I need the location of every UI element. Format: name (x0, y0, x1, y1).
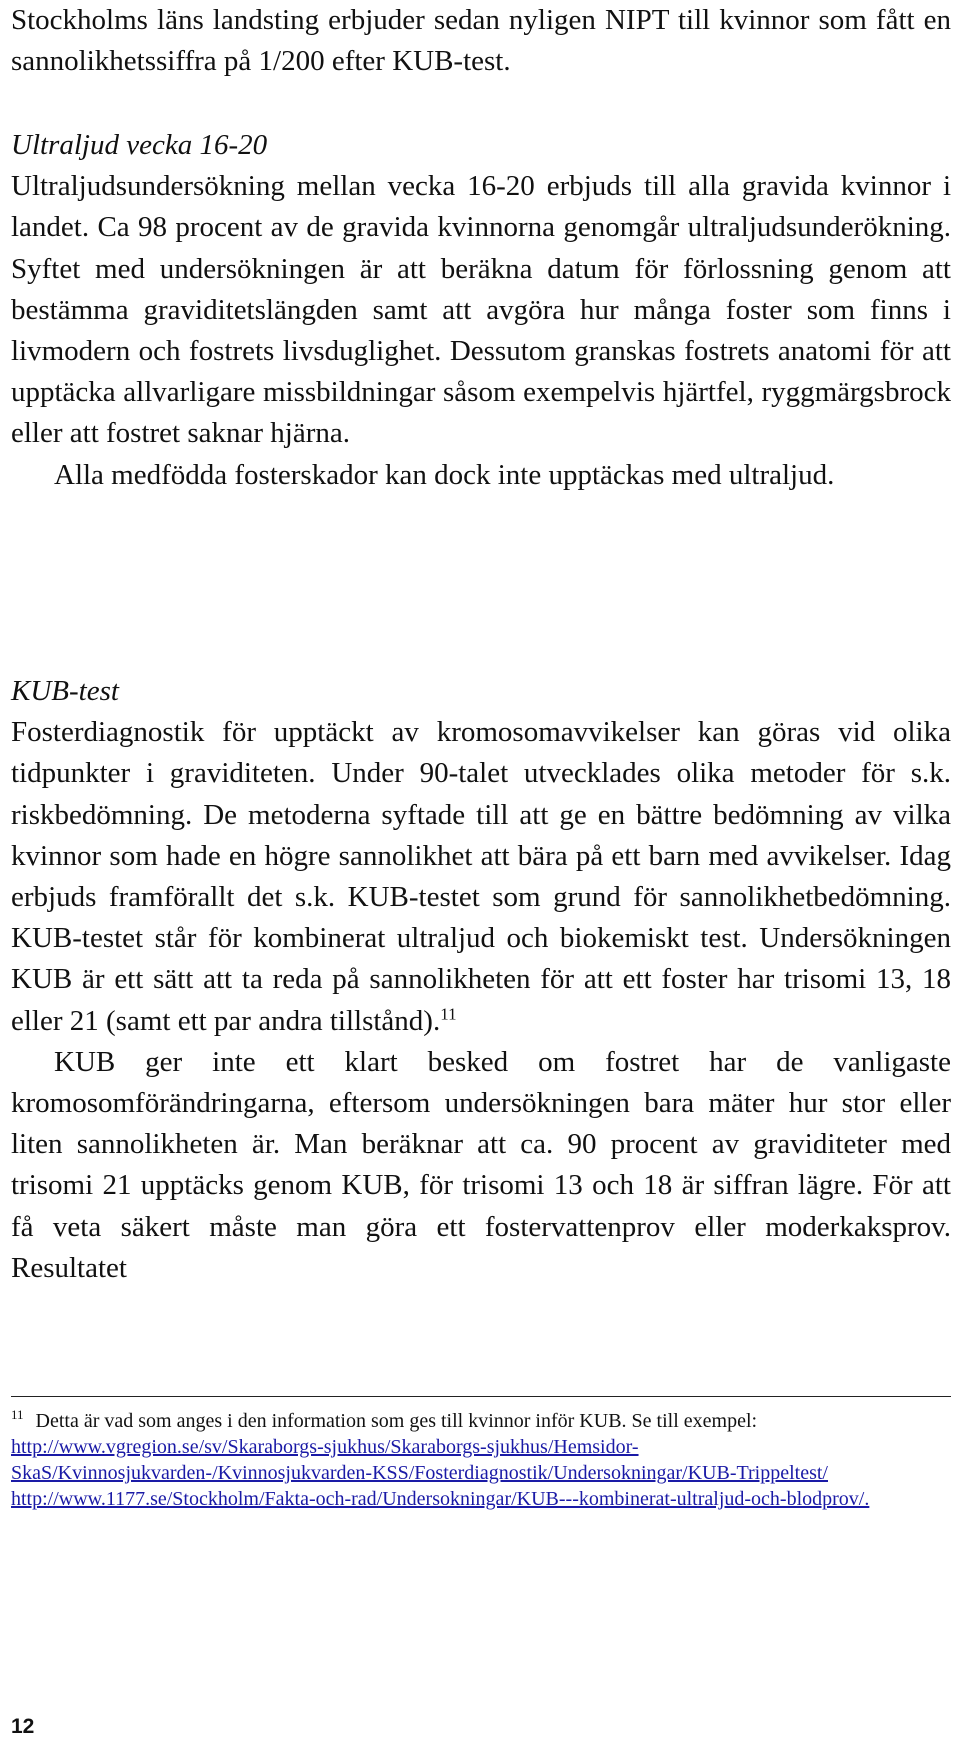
footnote-section (11, 1408, 951, 1512)
ultrasound-section (11, 125, 951, 496)
kub-section (11, 671, 951, 1289)
kub-paragraph-2: KUB ger inte ett klart besked om fostret har de vanligaste kromosomförändringarna, eftersom undersökningen bara mäter hur stor eller liten sannolikheten är. Man beräknar att ca. 90 procent av graviditeter med trisomi 21 upptäcks genom KUB, för trisomi 13 och 18 är siffran lägre. För att få veta säkert måste man göra ett fostervattenprov eller moderkaksprov. Resultatet (11, 1045, 951, 1284)
footnote-divider (11, 1396, 951, 1397)
footnote-reference[interactable]: 11 (440, 1003, 457, 1023)
page-number: 12 (11, 1715, 35, 1738)
section-heading-kub: KUB-test (11, 675, 119, 707)
intro-block (11, 0, 951, 82)
footnote-number: 11 (11, 1407, 24, 1423)
footnote-link-1177[interactable]: http://www.1177.se/Stockholm/Fakta-och-rad/Undersokningar/KUB---kombinerat-ultraljud-och-blodprov/. (11, 1488, 870, 1510)
footnote-text: Detta är vad som anges i den information som ges till kvinnor inför KUB. Se till exempel: (35, 1410, 758, 1432)
footnote-11 (11, 1408, 951, 1512)
footnote-link-vgregion[interactable]: http://www.vgregion.se/sv/Skaraborgs-sjukhus/Skaraborgs-sjukhus/Hemsidor-SkaS/Kvinnosjukvarden-/Kvinnosjukvarden-KSS/Fosterdiagnostik/Undersokningar/KUB-Trippeltest/ (11, 1436, 828, 1484)
kub-paragraph-1-text: Fosterdiagnostik för upptäckt av kromosomavvikelser kan göras vid olika tidpunkter i graviditeten. Under 90-talet utvecklades olika metoder för s.k. riskbedömning. De metoderna syftade till att ge en bättre bedömning av vilka kvinnor som hade en högre sannolikhet att bära på ett barn med avvikelser. Idag erbjuds framförallt det s.k. KUB-testet som grund för sannolikhetbedömning. KUB-testet står för kombinerat ultraljud och biokemiskt test. Undersökningen KUB är ett sätt att ta reda på sannolikheten för att ett foster har trisomi 13, 18 eller 21 (samt ett par andra tillstånd). (11, 716, 951, 1037)
ultrasound-paragraph-1: Ultraljudsundersökning mellan vecka 16-20 erbjuds till alla gravida kvinnor i landet. Ca 98 procent av de gravida kvinnorna genomgår ultraljudsunderökning. Syftet med undersökningen är att beräkna datum för förlossning genom att bestämma graviditetslängden samt att avgöra hur många foster som finns i livmodern och fostrets livsduglighet. Dessutom granskas fostrets anatomi för att upptäcka allvarligare missbildningar såsom exempelvis hjärtfel, ryggmärgsbrock eller att fostret saknar hjärna. (11, 170, 951, 450)
section-heading-ultrasound: Ultraljud vecka 16-20 (11, 129, 268, 161)
ultrasound-paragraph-2: Alla medfödda fosterskador kan dock inte upptäckas med ultraljud. (54, 458, 835, 491)
paragraph-nipt: Stockholms läns landsting erbjuder sedan nyligen NIPT till kvinnor som fått en sannolikhetssiffra på 1/200 efter KUB-test. (11, 4, 951, 78)
kub-paragraph-1 (11, 712, 951, 1042)
